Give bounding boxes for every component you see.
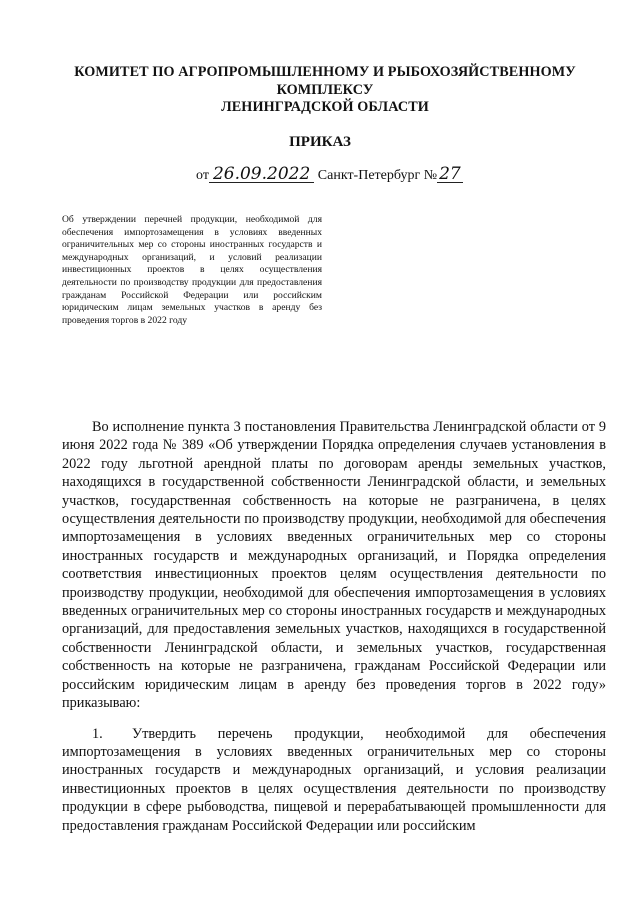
document-type-title: ПРИКАЗ <box>289 134 351 150</box>
preamble-paragraph: Во исполнение пункта 3 постановления Правительства Ленинградской области от 9 июня 2022 года № 389 «Об утверждении Порядка определения случаев установления в 2022 году льготной арендной платы по договорам аренды земельных участков, находящихся в государственной собственности Ленинградской области, и земельных участков, государственная собственность на которые не разграничена, в целях осуществления деятельности по производству продукции, необходимой для обеспечения импортозамещения в условиях введенных ограничительных мер со стороны иностранных государств и международных организаций, и Порядка определения соответствия инвестиционных проектов целям осуществления деятельности по производству продукции, необходимой для обеспечения импортозамещения в условиях введенных ограничительных мер со стороны иностранных государств и международных организаций, для предоставления земельных участков, находящихся в государственной собственности Ленинградской области, и земельных участков, государственная собственность на которые не разграничена, гражданам Российской Федерации или российским юридическим лицам в аренду без проведения торгов в 2022 году» приказываю: <box>62 419 606 712</box>
organization-header <box>40 64 610 117</box>
city-label: Санкт-Петербург № <box>317 168 438 183</box>
handwritten-number: 27 <box>439 164 461 184</box>
order-body <box>62 418 606 835</box>
org-line-1: КОМИТЕТ ПО АГРОПРОМЫШЛЕННОМУ И РЫБОХОЗЯЙСТВЕННОМУ <box>74 64 576 80</box>
date-prefix: от <box>196 168 209 183</box>
date-number-line <box>196 164 463 184</box>
handwritten-date: 26.09.2022 <box>209 167 314 183</box>
order-subject: Об утверждении перечней продукции, необходимой для обеспечения импортозамещения в условиях введенных ограничительных мер со стороны иностранных государств и международных организаций, и условий реализации инвестиционных проектов в целях осуществления деятельности по производству продукции для предоставления гражданам Российской Федерации или российским юридическим лицам земельных участков в аренду без проведения торгов в 2022 году <box>62 214 322 326</box>
item-1-text: Утвердить перечень продукции, необходимой для обеспечения импортозамещения в условиях введенных ограничительных мер со стороны иностранных государств и международных организаций, и условия реализации инвестиционных проектов в целях осуществления деятельности по производству продукции в сфере рыбоводства, пищевой и перерабатывающей промышленности для предоставления гражданам Российской Федерации или российским <box>62 725 606 834</box>
org-line-3: ЛЕНИНГРАДСКОЙ ОБЛАСТИ <box>221 99 429 115</box>
org-line-2: КОМПЛЕКСУ <box>276 81 374 98</box>
item-1-paragraph <box>62 725 606 835</box>
item-1-number: 1. <box>92 725 103 742</box>
